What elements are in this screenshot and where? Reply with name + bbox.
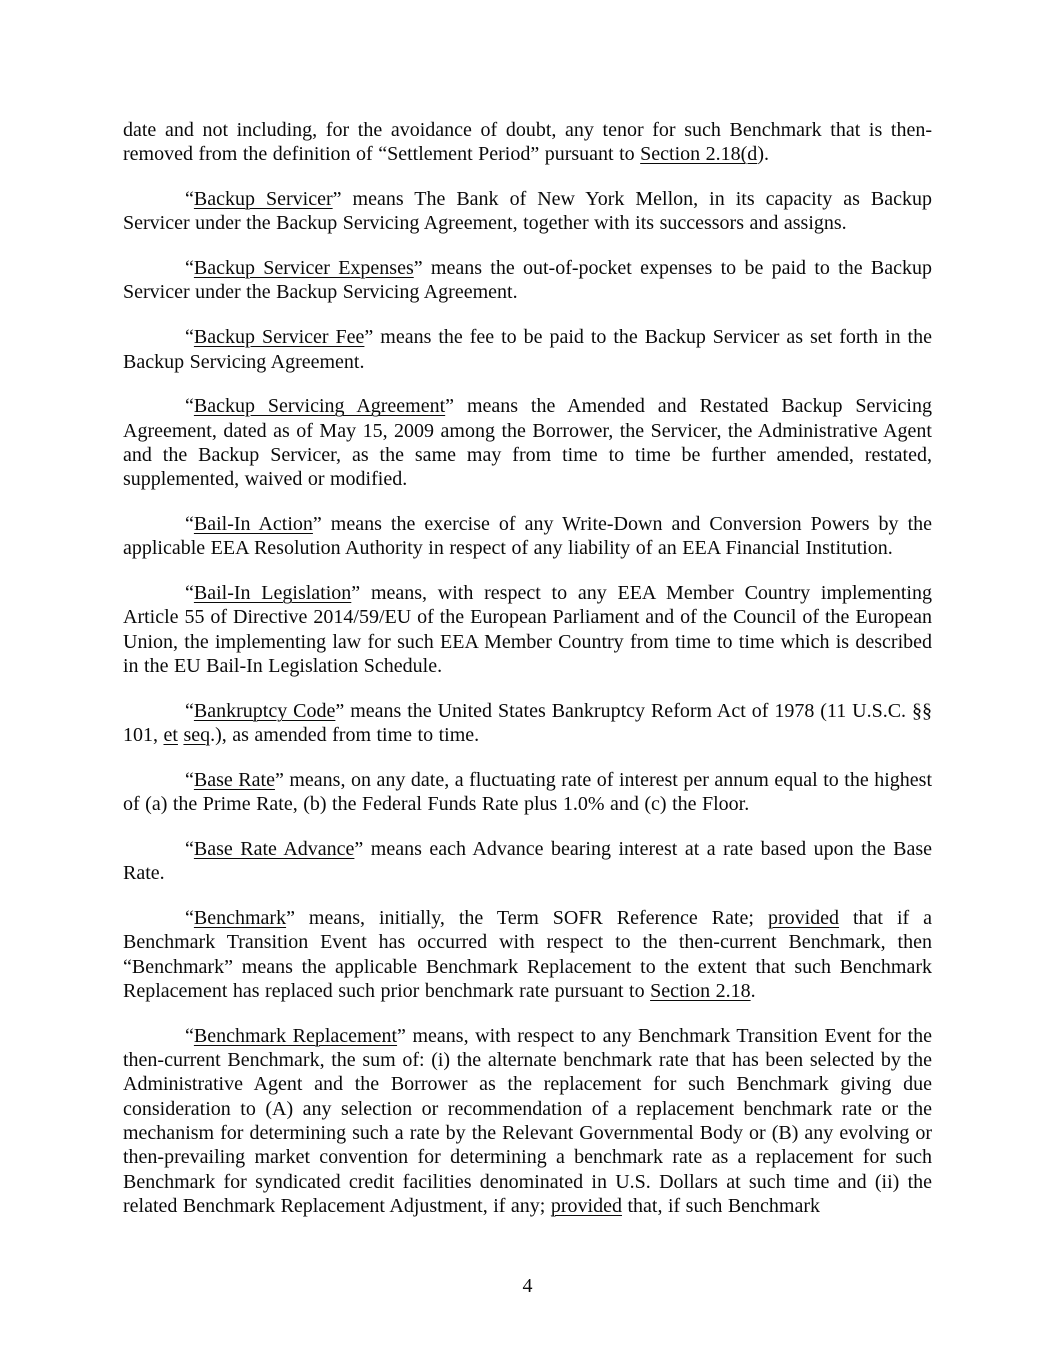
text-run: date and not including, for the avoidance of doubt, any tenor for such Benchmark that is then-removed from the definition of “Settlement Period” pursuant to xyxy=(123,119,932,166)
text-run: “ xyxy=(185,768,194,791)
text-run: . xyxy=(750,980,756,1003)
text-run: “ xyxy=(185,257,194,280)
underlined-term: Bankruptcy Code xyxy=(193,699,336,722)
text-run: “ xyxy=(185,1024,194,1047)
text-run: “ xyxy=(185,513,194,536)
underlined-term: seq xyxy=(183,724,211,747)
text-run: “ xyxy=(185,699,194,722)
paragraph-base-rate-advance xyxy=(123,837,932,886)
text-run: “ xyxy=(185,838,194,861)
underlined-term: Bail-In Action xyxy=(193,513,313,536)
text-run: “ xyxy=(185,395,194,418)
text-run: “ xyxy=(185,326,194,349)
page-number: 4 xyxy=(522,1275,533,1297)
paragraph-bankruptcy-code xyxy=(123,699,932,748)
text-run: that, if such Benchmark xyxy=(621,1194,821,1217)
paragraph-backup-servicing-agreement xyxy=(123,394,932,491)
paragraph-backup-servicer xyxy=(123,187,932,236)
underlined-term: Base Rate Advance xyxy=(193,838,355,861)
text-run: ” means The Bank of New York Mellon, in its capacity as Backup Servicer under the Backup Servicing Agreement, together with its successors and assigns. xyxy=(123,188,932,235)
text-run: ” means, with respect to any EEA Member Country implementing Article 55 of Directive 2014/59/EU of the European Parliament and of the Council of the European Union, the implementing law for such EEA Member Country from time to time which is described in the EU Bail-In Legislation Schedule. xyxy=(123,582,932,678)
paragraph-bail-in-legislation xyxy=(123,581,932,678)
underlined-term: provided xyxy=(767,907,840,930)
paragraph-backup-servicer-fee xyxy=(123,325,932,374)
text-run: ” means the Amended and Restated Backup Servicing Agreement, dated as of May 15, 2009 among the Borrower, the Servicer, the Administrative Agent and the Backup Servicer, as the same may from time to time be further amended, restated, supplemented, waived or modified. xyxy=(123,395,932,491)
text-run: ). xyxy=(757,143,769,166)
text-run: .), as amended from time to time. xyxy=(210,724,480,747)
paragraph-bail-in-action xyxy=(123,512,932,561)
text-run: ” means, with respect to any Benchmark Transition Event for the then-current Benchmark, the sum of: (i) the alternate benchmark rate that has been selected by the Administrative Agent and the Borrower as the replacement for such Benchmark giving due consideration to (A) any selection or recommendation of a replacement benchmark rate or the mechanism for determining such a rate by the Relevant Governmental Body or (B) any evolving or then-prevailing market convention for determining a benchmark rate as a replacement for such Benchmark for syndicated credit facilities denominated in U.S. Dollars at such time and (ii) the related Benchmark Replacement Adjustment, if any; xyxy=(123,1024,932,1217)
text-run: ” means the fee to be paid to the Backup Servicer as set forth in the Backup Servicing Agreement. xyxy=(123,326,932,373)
underlined-term: et xyxy=(163,724,178,747)
underlined-term: Section 2.18(d xyxy=(640,143,758,166)
paragraph-base-rate xyxy=(123,768,932,817)
page-footer xyxy=(0,1274,1055,1298)
document-body xyxy=(123,118,932,1239)
text-run: ” means the exercise of any Write-Down and Conversion Powers by the applicable EEA Resolution Authority in respect of any liability of an EEA Financial Institution. xyxy=(123,513,932,560)
underlined-term: Backup Servicer Fee xyxy=(193,326,365,349)
underlined-term: Benchmark xyxy=(193,907,287,930)
text-run: “ xyxy=(185,907,194,930)
text-run: “ xyxy=(185,188,194,211)
text-run: that if a Benchmark Transition Event has occurred with respect to the then-current Benchmark, then “Benchmark” means the applicable Benchmark Replacement to the extent that such Benchmark Replacement has replaced such prior benchmark rate pursuant to xyxy=(123,907,933,1003)
paragraph-backup-servicer-expenses xyxy=(123,256,932,305)
text-run: ” means the United States Bankruptcy Reform Act of 1978 (11 U.S.C. §§ 101, xyxy=(123,699,932,747)
underlined-term: Base Rate xyxy=(193,768,275,791)
text-run: ” means the out-of-pocket expenses to be paid to the Backup Servicer under the Backup Servicing Agreement. xyxy=(123,257,932,304)
underlined-term: Backup Servicer xyxy=(193,188,333,211)
underlined-term: Benchmark Replacement xyxy=(193,1024,398,1047)
text-run: ” means, on any date, a fluctuating rate of interest per annum equal to the highest of (a) the Prime Rate, (b) the Federal Funds Rate plus 1.0% and (c) the Floor. xyxy=(123,768,933,816)
paragraph-benchmark xyxy=(123,906,932,1003)
text-run: ” means each Advance bearing interest at a rate based upon the Base Rate. xyxy=(123,838,932,885)
paragraph-benchmark-continuation xyxy=(123,118,932,167)
paragraph-benchmark-replacement xyxy=(123,1024,932,1218)
text-run: ” means, initially, the Term SOFR Reference Rate; xyxy=(286,907,768,930)
underlined-term: Bail-In Legislation xyxy=(193,582,352,605)
text-run: “ xyxy=(185,582,194,605)
underlined-term: Backup Servicing Agreement xyxy=(193,395,446,418)
underlined-term: Backup Servicer Expenses xyxy=(193,257,414,280)
underlined-term: Section 2.18 xyxy=(650,980,751,1003)
underlined-term: provided xyxy=(550,1194,622,1217)
